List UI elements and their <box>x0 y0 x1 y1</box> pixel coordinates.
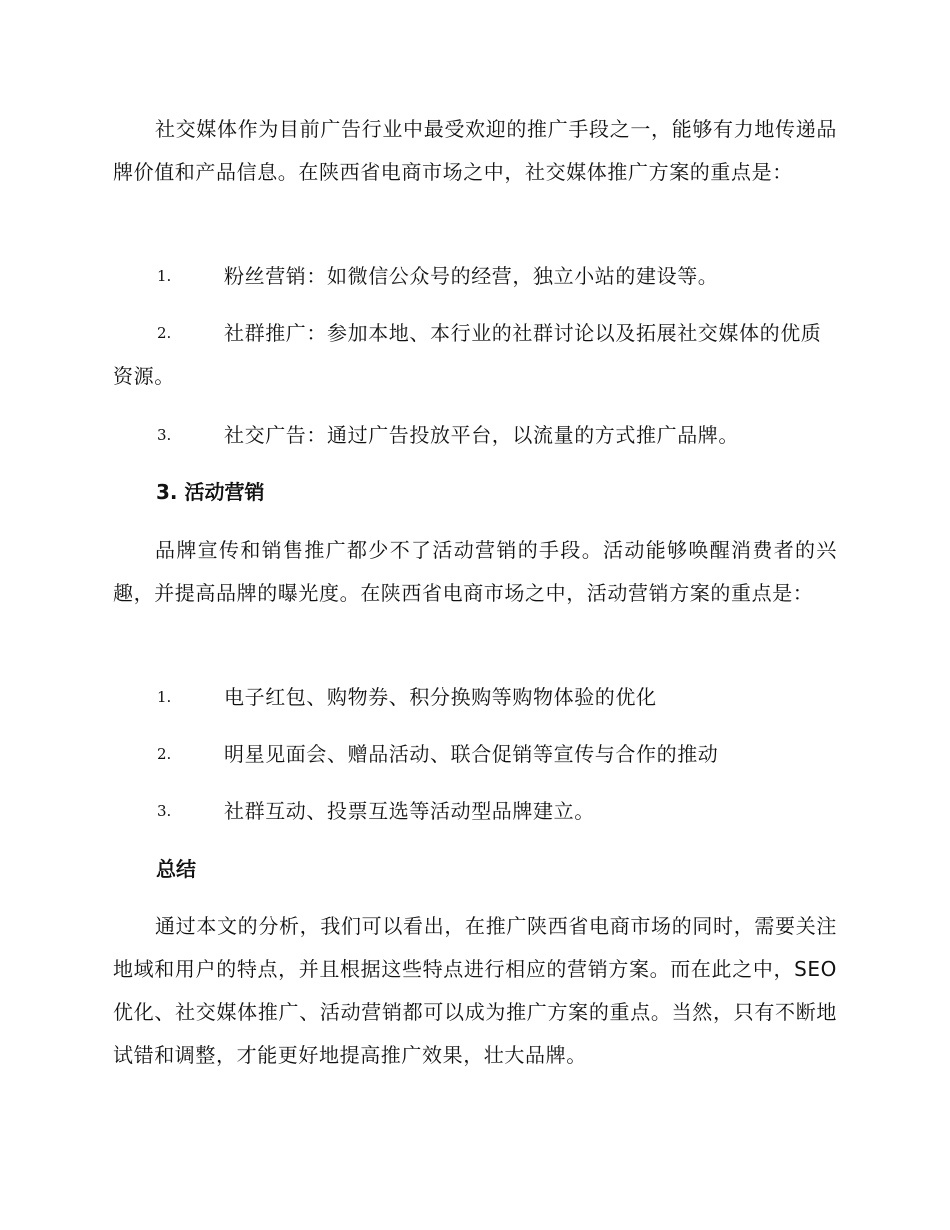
activity-marketing-intro-paragraph: 品牌宣传和销售推广都少不了活动营销的手段。活动能够唤醒消费者的兴趣，并提高品牌的曝光度。在陕西省电商市场之中，活动营销方案的重点是： <box>113 538 837 605</box>
list-number: 2. <box>157 745 172 763</box>
list-number: 1. <box>157 267 172 285</box>
list-item <box>113 790 837 833</box>
list-item <box>113 676 837 719</box>
list-number: 3. <box>157 426 172 444</box>
list-item-text: 电子红包、购物券、积分换购等购物体验的优化 <box>224 685 657 709</box>
section-heading-activity-marketing: 3. 活动营销 <box>156 480 265 504</box>
list-item-text: 粉丝营销：如微信公众号的经营，独立小站的建设等。 <box>224 264 719 288</box>
list-item-text: 明星见面会、赠品活动、联合促销等宣传与合作的推动 <box>224 742 719 766</box>
list-item-text: 社群推广：参加本地、本行业的社群讨论以及拓展社交媒体的优质资源。 <box>113 321 822 388</box>
list-number: 2. <box>157 324 172 342</box>
list-item <box>113 733 837 776</box>
summary-paragraph: 通过本文的分析，我们可以看出，在推广陕西省电商市场的同时，需要关注地域和用户的特点，并且根据这些特点进行相应的营销方案。而在此之中，SEO 优化、社交媒体推广、活动营销都可以成为推广方案的重点。当然，只有不断地试错和调整，才能更好地提高推广效果，壮大品牌。 <box>113 914 837 1067</box>
social-media-intro-paragraph: 社交媒体作为目前广告行业中最受欢迎的推广手段之一，能够有力地传递品牌价值和产品信息。在陕西省电商市场之中，社交媒体推广方案的重点是： <box>113 117 837 184</box>
list-number: 3. <box>157 802 172 820</box>
list-item-text: 社群互动、投票互选等活动型品牌建立。 <box>224 799 595 823</box>
list-number: 1. <box>157 688 172 706</box>
section-heading-summary: 总结 <box>156 857 196 881</box>
list-item <box>113 414 837 457</box>
list-item <box>113 255 837 298</box>
list-item-text: 社交广告：通过广告投放平台，以流量的方式推广品牌。 <box>224 423 739 447</box>
list-item <box>113 312 837 398</box>
